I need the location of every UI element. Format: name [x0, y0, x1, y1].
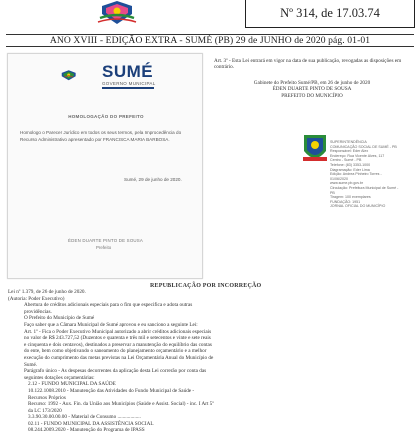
publication-credits: [330, 140, 400, 209]
credits-line: Centro - Sumé - PB: [330, 158, 362, 163]
signature-block: [214, 80, 410, 99]
credits-line: Endereço: Rua Vicente Alves, 117: [330, 153, 385, 158]
municipal-logo-icon: [96, 0, 138, 26]
budget-line-4: 3.3.90.30.00.00.00 - Material de Consumo ..................: [28, 414, 141, 421]
mayor-role: PREFEITO DO MUNICÍPIO: [281, 92, 343, 99]
coat-of-arms-icon: [300, 131, 330, 167]
republication-heading: REPUBLICAÇÃO POR INCORREÇÃO: [150, 283, 262, 289]
signer-role: Prefeito: [96, 245, 112, 250]
homologation-text: Homologo o Parecer Jurídico em todos os seus termos, pela Improcedência do Recurso Administrativo apresentado por FRANCISCA MARIA BARBOSA.: [20, 130, 182, 142]
credits-line: COMUNICAÇÃO SOCIAL DE SUMÉ - PB: [330, 144, 397, 149]
logo-underline: [102, 87, 154, 89]
budget-line-3: Recurso: 1992 - Aux. Fin. da União aos Municípios (Saúde e Assist. Social) - inc. I Art 5º da LC 173/2020: [28, 401, 214, 414]
logo-subtitle: GOVERNO MUNICIPAL: [102, 81, 156, 86]
sume-logo-icon: [60, 62, 100, 88]
document-title: HOMOLOGAÇÃO DO PREFEITO: [68, 114, 144, 119]
credits-line: Circulação: Prefeitura Municipal de Sumé - PB: [330, 185, 399, 195]
credits-line: Telefone: (83) 3353-1000: [330, 162, 371, 167]
law-ementa: Abertura de créditos adicionais especiais para o fim que especifica e adota outras providências.: [24, 302, 193, 315]
credits-line: www.sume.pb.gov.br: [330, 181, 364, 186]
header-rule-bottom: [6, 46, 414, 47]
credits-line: FUNDAÇÃO: 1951: [330, 199, 361, 204]
law-text: [8, 289, 214, 434]
credits-line: Responsável: Eder Alex: [330, 149, 369, 154]
law-number: Lei nº 1.379, de 26 de junho de 2020.: [8, 289, 86, 295]
credits-line: SUPERINTENDÊNCIA: [330, 140, 367, 144]
mayor-name: ÉDEN DUARTE PINTO DE SOUSA: [272, 86, 352, 93]
signer-name: ÉDEN DUARTE PINTO DE SOUSA: [68, 238, 144, 243]
logo-wordmark: SUMÉ: [102, 62, 154, 81]
law-paragraph-2: Faço saber que a Câmara Municipal de Sumé aprovou e eu sanciono a seguinte Lei:: [24, 321, 198, 328]
credits-line: Edição: Andrea Pinheiro Torres - 01/06/2020: [330, 172, 382, 181]
credits-line: JORNAL OFICIAL DO MUNICÍPIO: [330, 204, 386, 209]
law-authorship: (Autoria: Poder Executivo): [8, 295, 65, 302]
gabinete-line: Gabinete do Prefeito Sumé/PB, em 26 de junho de 2020: [253, 80, 371, 86]
place-date: Sumé, 29 de junho de 2020.: [124, 177, 182, 182]
budget-line-1: 2.12 - FUNDO MUNICIPAL DA SAÚDE: [28, 381, 116, 388]
issue-number-box: [245, 0, 415, 28]
issue-number: Nº 314, de 17.03.74: [280, 6, 380, 20]
edition-line: ANO XVIII - EDIÇÃO EXTRA - SUMÉ (PB) 29 de JUNHO de 2020 pág. 01-01: [49, 35, 371, 46]
budget-line-2: 10.122.1008.2010 - Manutenção das Atividades do Fundo Municipal de Saúde - Recursos Próprios: [28, 387, 195, 401]
law-paragraph-1: O Prefeito do Município de Sumé: [24, 315, 95, 322]
article-3-text: Art. 3º - Esta Lei entrará em vigor na data de sua publicação, revogadas as disposições em contrário.: [214, 58, 402, 71]
scanned-homologation-document: [7, 53, 203, 279]
law-paragraph-unique: Parágrafo único - As despesas decorrentes da aplicação desta Lei correrão por conta das seguintes dotações orçamentárias:: [24, 368, 207, 381]
budget-line-6: 08.244.2009.2020 - Manutenção do Programa de IPASS: [28, 427, 145, 434]
credits-line: Tiragem: 100 exemplares: [330, 195, 371, 200]
credits-line: Diagramação: Eder Lima: [330, 167, 370, 172]
budget-line-5: 02.11 - FUNDO MUNICIPAL DA ASSISTÊNCIA SOCIAL: [28, 420, 154, 427]
law-article-1: Art. 1º - Fica o Poder Executivo Municipal autorizado a abrir créditos adicionais especiais no valor de R$ 243.727,52 (Duzentos e quarenta e três mil e setecentos e vinte e sete reais e cinquenta e dois centavos), destinados a preservar a manutenção do equilíbrio das contas do ente, bem como objetivando o saneamento do planejamento orçamentário e a melhor execução do cumprimento das metas previstas na Lei Orçamentária Anual do Município de Sumé.: [24, 328, 214, 368]
masthead: [0, 0, 420, 46]
